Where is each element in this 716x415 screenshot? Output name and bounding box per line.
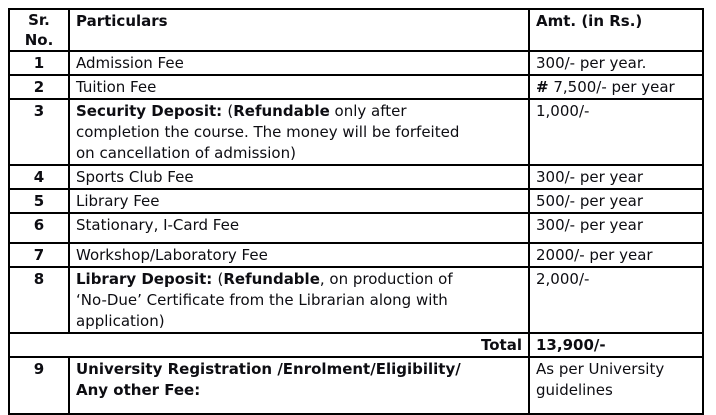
row-2-amount-value: 7,500/- per year (548, 78, 675, 96)
row-3-amount: 1,000/- (529, 99, 703, 165)
header-sr-line1: Sr. (28, 11, 50, 29)
row-1-particulars: Admission Fee (69, 51, 529, 75)
row-9-particulars (69, 357, 529, 414)
fee-table (8, 8, 704, 415)
row-9-title-line2: Any other Fee: (76, 381, 201, 399)
row-2-sr: 2 (9, 75, 69, 99)
row-3-sr: 3 (9, 99, 69, 165)
table-row (9, 243, 703, 267)
row-3-term: Security Deposit: (76, 102, 228, 120)
table-row (9, 165, 703, 189)
row-2-amount (529, 75, 703, 99)
row-3-paren: ( (227, 102, 234, 120)
row-7-particulars: Workshop/Laboratory Fee (69, 243, 529, 267)
row-6-amount: 300/- per year (529, 213, 703, 243)
table-row (9, 189, 703, 213)
row-6-sr: 6 (9, 213, 69, 243)
header-particulars: Particulars (69, 9, 529, 51)
row-5-amount: 500/- per year (529, 189, 703, 213)
row-8-amount: 2,000/- (529, 267, 703, 333)
row-3-particulars (69, 99, 529, 165)
table-row (9, 213, 703, 243)
row-7-sr: 7 (9, 243, 69, 267)
row-3-note-line3: on cancellation of admission) (76, 144, 296, 162)
row-8-sr: 8 (9, 267, 69, 333)
row-9-sr: 9 (9, 357, 69, 414)
row-4-sr: 4 (9, 165, 69, 189)
row-8-particulars (69, 267, 529, 333)
total-label: Total (9, 333, 529, 357)
row-9-title-line1: University Registration /Enrolment/Eligibility/ (76, 360, 461, 378)
row-3-note-line2: completion the course. The money will be forfeited (76, 123, 460, 141)
row-3-refundable: Refundable (233, 102, 330, 120)
row-9-amount: As per University guidelines (529, 357, 703, 414)
header-row (9, 9, 703, 51)
row-8-paren: ( (217, 270, 224, 288)
row-8-note-line1: , on production of (319, 270, 453, 288)
row-5-sr: 5 (9, 189, 69, 213)
row-1-amount: 300/- per year. (529, 51, 703, 75)
row-2-particulars: Tuition Fee (69, 75, 529, 99)
row-8-term: Library Deposit: (76, 270, 218, 288)
row-4-particulars: Sports Club Fee (69, 165, 529, 189)
row-1-sr: 1 (9, 51, 69, 75)
row-8-note-line2: ‘No-Due’ Certificate from the Librarian along with (76, 291, 448, 309)
table-row (9, 75, 703, 99)
row-6-particulars: Stationary, I-Card Fee (69, 213, 529, 243)
table-row (9, 357, 703, 414)
row-2-amount-hash: # (536, 78, 549, 96)
row-8-note-line3: application) (76, 312, 165, 330)
row-4-amount: 300/- per year (529, 165, 703, 189)
header-sr-line2: No. (24, 31, 54, 49)
row-3-note-line1: only after (329, 102, 407, 120)
table-row (9, 267, 703, 333)
row-7-amount: 2000/- per year (529, 243, 703, 267)
header-sr-no (9, 9, 69, 51)
table-row (9, 99, 703, 165)
row-8-refundable: Refundable (223, 270, 320, 288)
total-row (9, 333, 703, 357)
total-amount: 13,900/- (529, 333, 703, 357)
header-amount: Amt. (in Rs.) (529, 9, 703, 51)
row-5-particulars: Library Fee (69, 189, 529, 213)
table-row (9, 51, 703, 75)
